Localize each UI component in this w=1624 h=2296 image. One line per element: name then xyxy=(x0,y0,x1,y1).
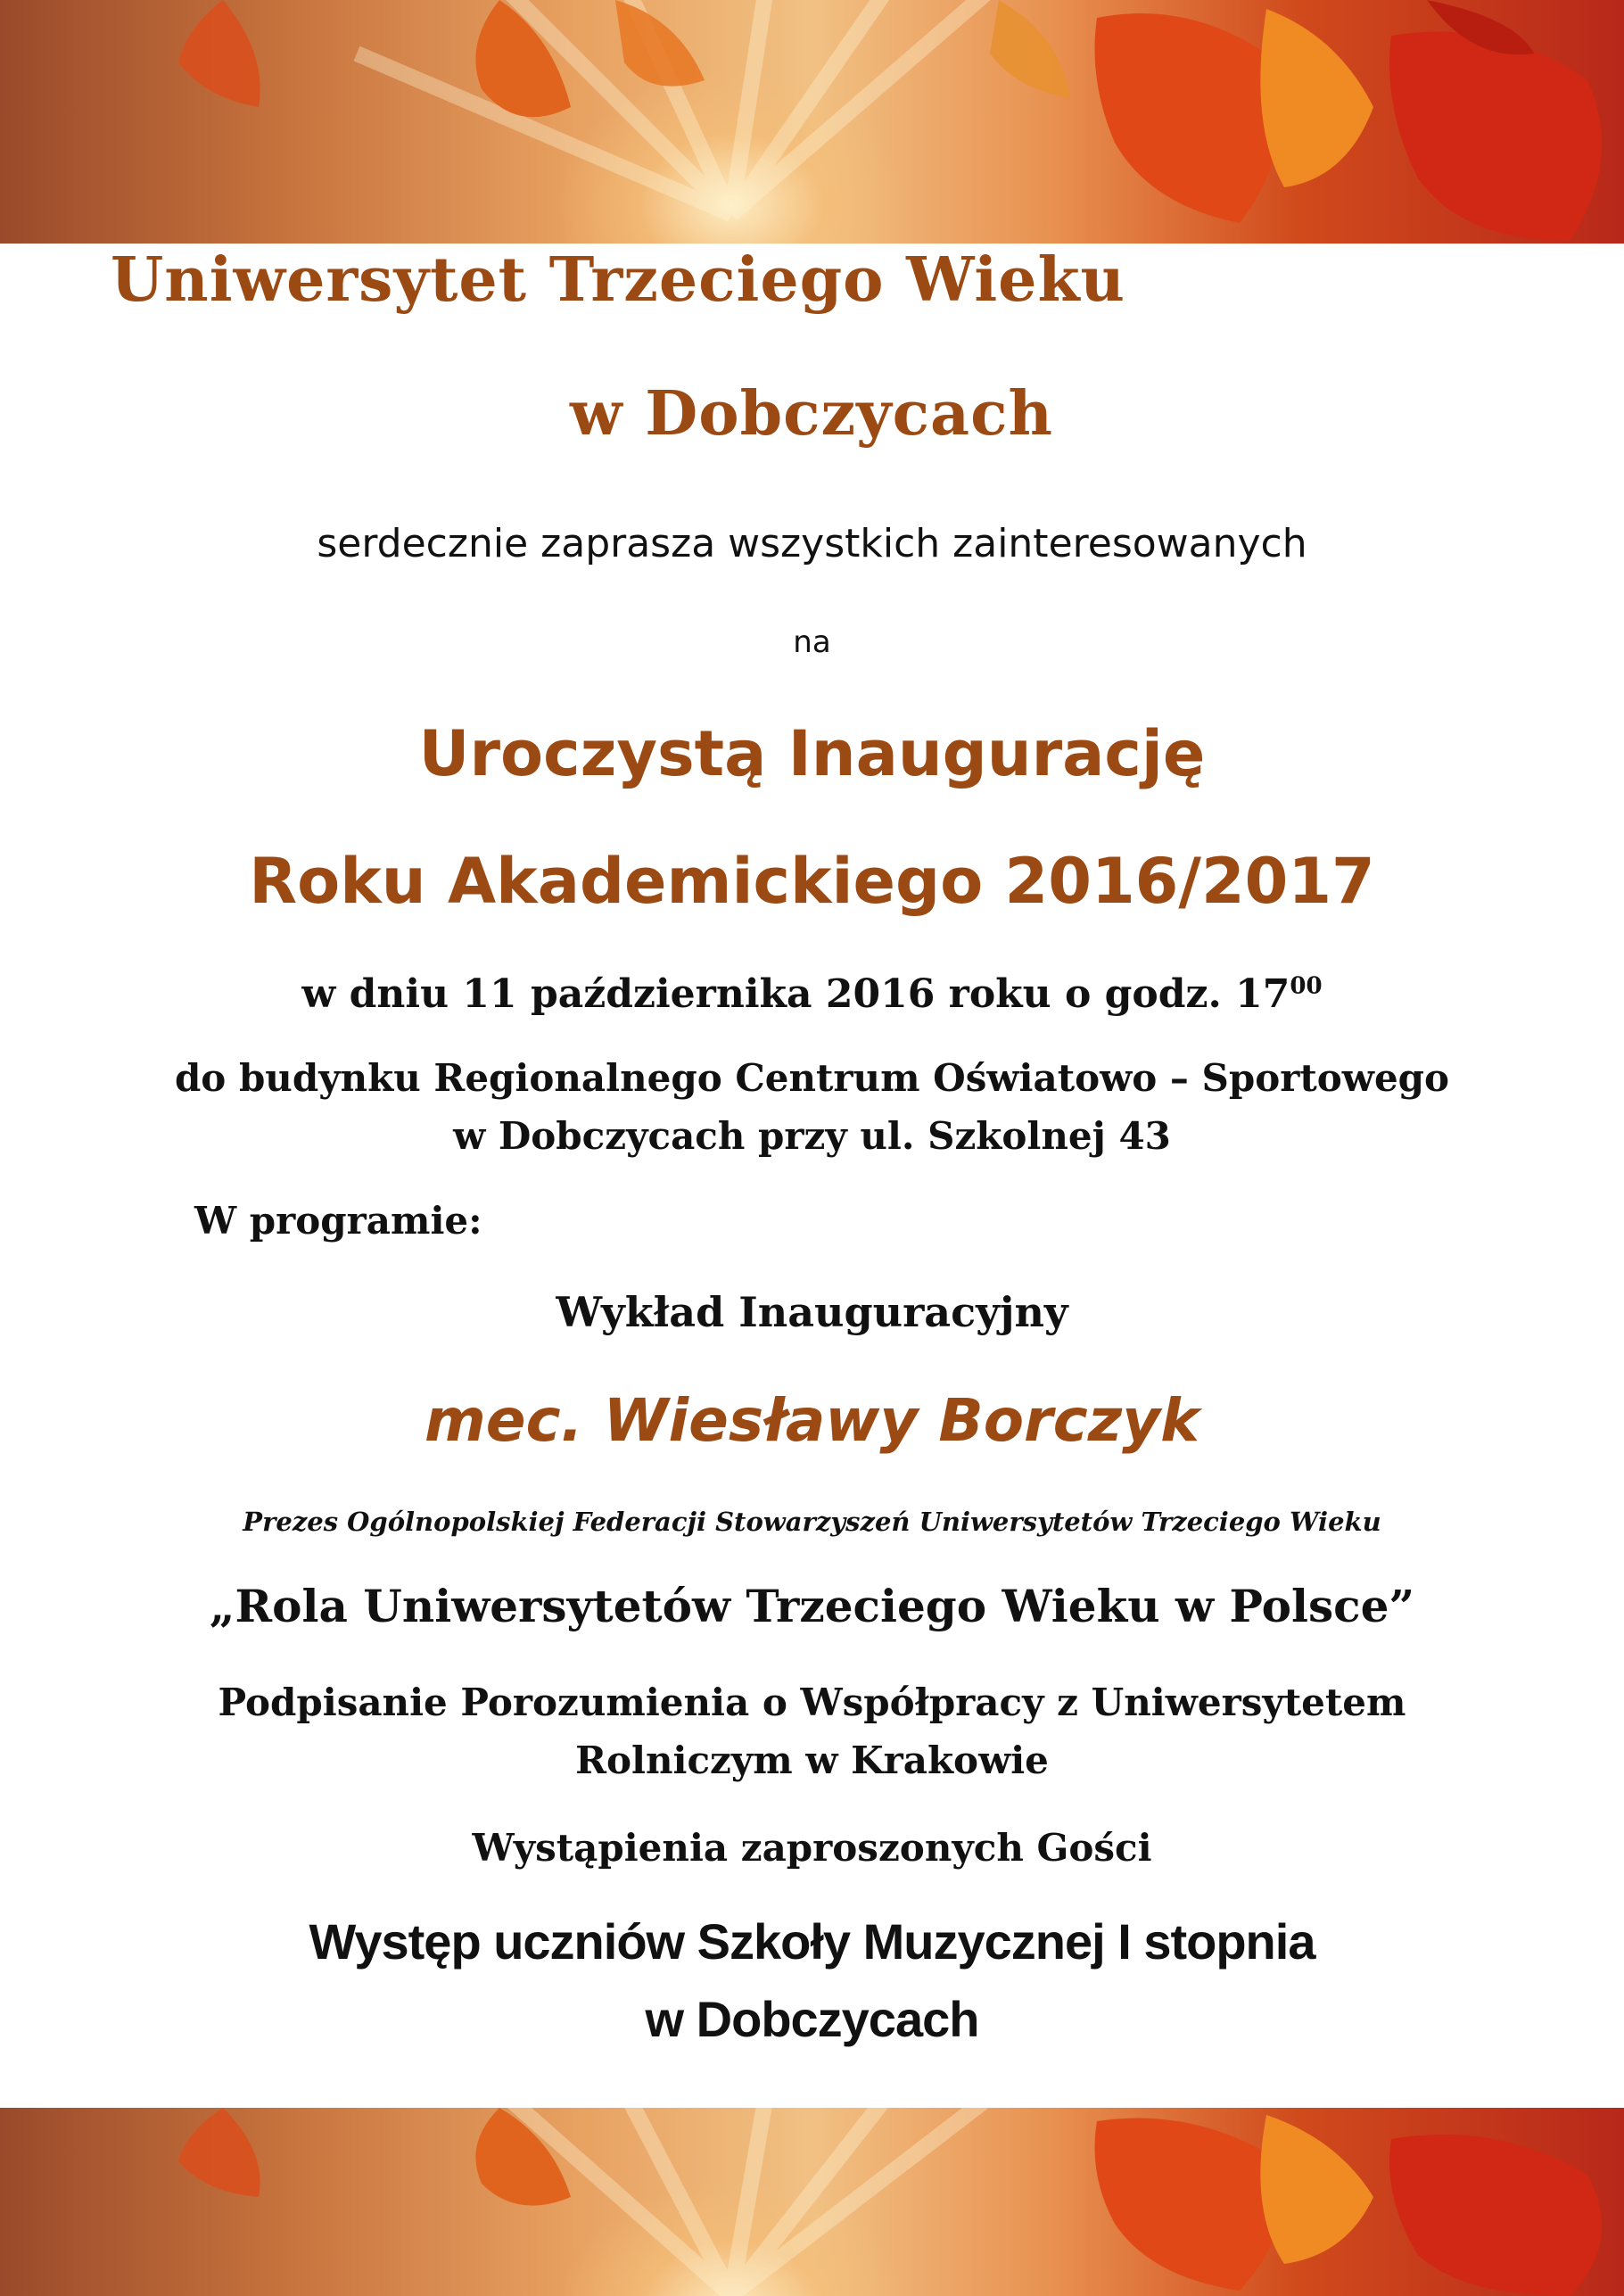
event-time-minutes: 00 xyxy=(1290,972,1323,1000)
music-line-2: w Dobczycach xyxy=(645,1991,979,2047)
title-line-1: Uniwersytet Trzeciego Wieku xyxy=(110,244,1125,316)
agreement-line-1: Podpisanie Porozumienia o Współpracy z Uniwersytetem xyxy=(218,1681,1406,1724)
program-heading: W programie: xyxy=(194,1199,482,1243)
autumn-leaves-image-bottom xyxy=(0,2108,1624,2296)
title-line-2: w Dobczycach xyxy=(570,378,1053,450)
venue-line-2: w Dobczycach przy ul. Szkolnej 43 xyxy=(453,1114,1171,1158)
autumn-leaves-image xyxy=(0,0,1624,244)
invite-text: serdecznie zaprasza wszystkich zainteresowanych xyxy=(317,521,1307,566)
invite-na: na xyxy=(793,624,831,660)
venue-line-1: do budynku Regionalnego Centrum Oświatowo – Sportowego xyxy=(174,1056,1450,1100)
speaker-role: Prezes Ogólnopolskiej Federacji Stowarzyszeń Uniwersytetów Trzeciego Wieku xyxy=(243,1507,1381,1537)
music-line-1: Występ uczniów Szkoły Muzycznej I stopnia xyxy=(309,1913,1315,1970)
speaker-name: mec. Wiesławy Borczyk xyxy=(424,1386,1200,1455)
agreement-line-2: Rolniczym w Krakowie xyxy=(575,1739,1049,1782)
event-title-line-1: Uroczystą Inaugurację xyxy=(418,717,1206,790)
event-date-text: w dniu 11 października 2016 roku o godz. 17 xyxy=(301,971,1290,1017)
bottom-autumn-banner xyxy=(0,2108,1624,2296)
event-date xyxy=(0,972,1624,1018)
event-title-line-2: Roku Akademickiego 2016/2017 xyxy=(249,845,1375,918)
guests-text: Wystąpienia zaproszonych Gości xyxy=(472,1826,1152,1870)
lecture-title: „Rola Uniwersytetów Trzeciego Wieku w Polsce” xyxy=(209,1580,1415,1632)
lecture-label: Wykład Inauguracyjny xyxy=(556,1288,1068,1336)
top-autumn-banner xyxy=(0,0,1624,244)
